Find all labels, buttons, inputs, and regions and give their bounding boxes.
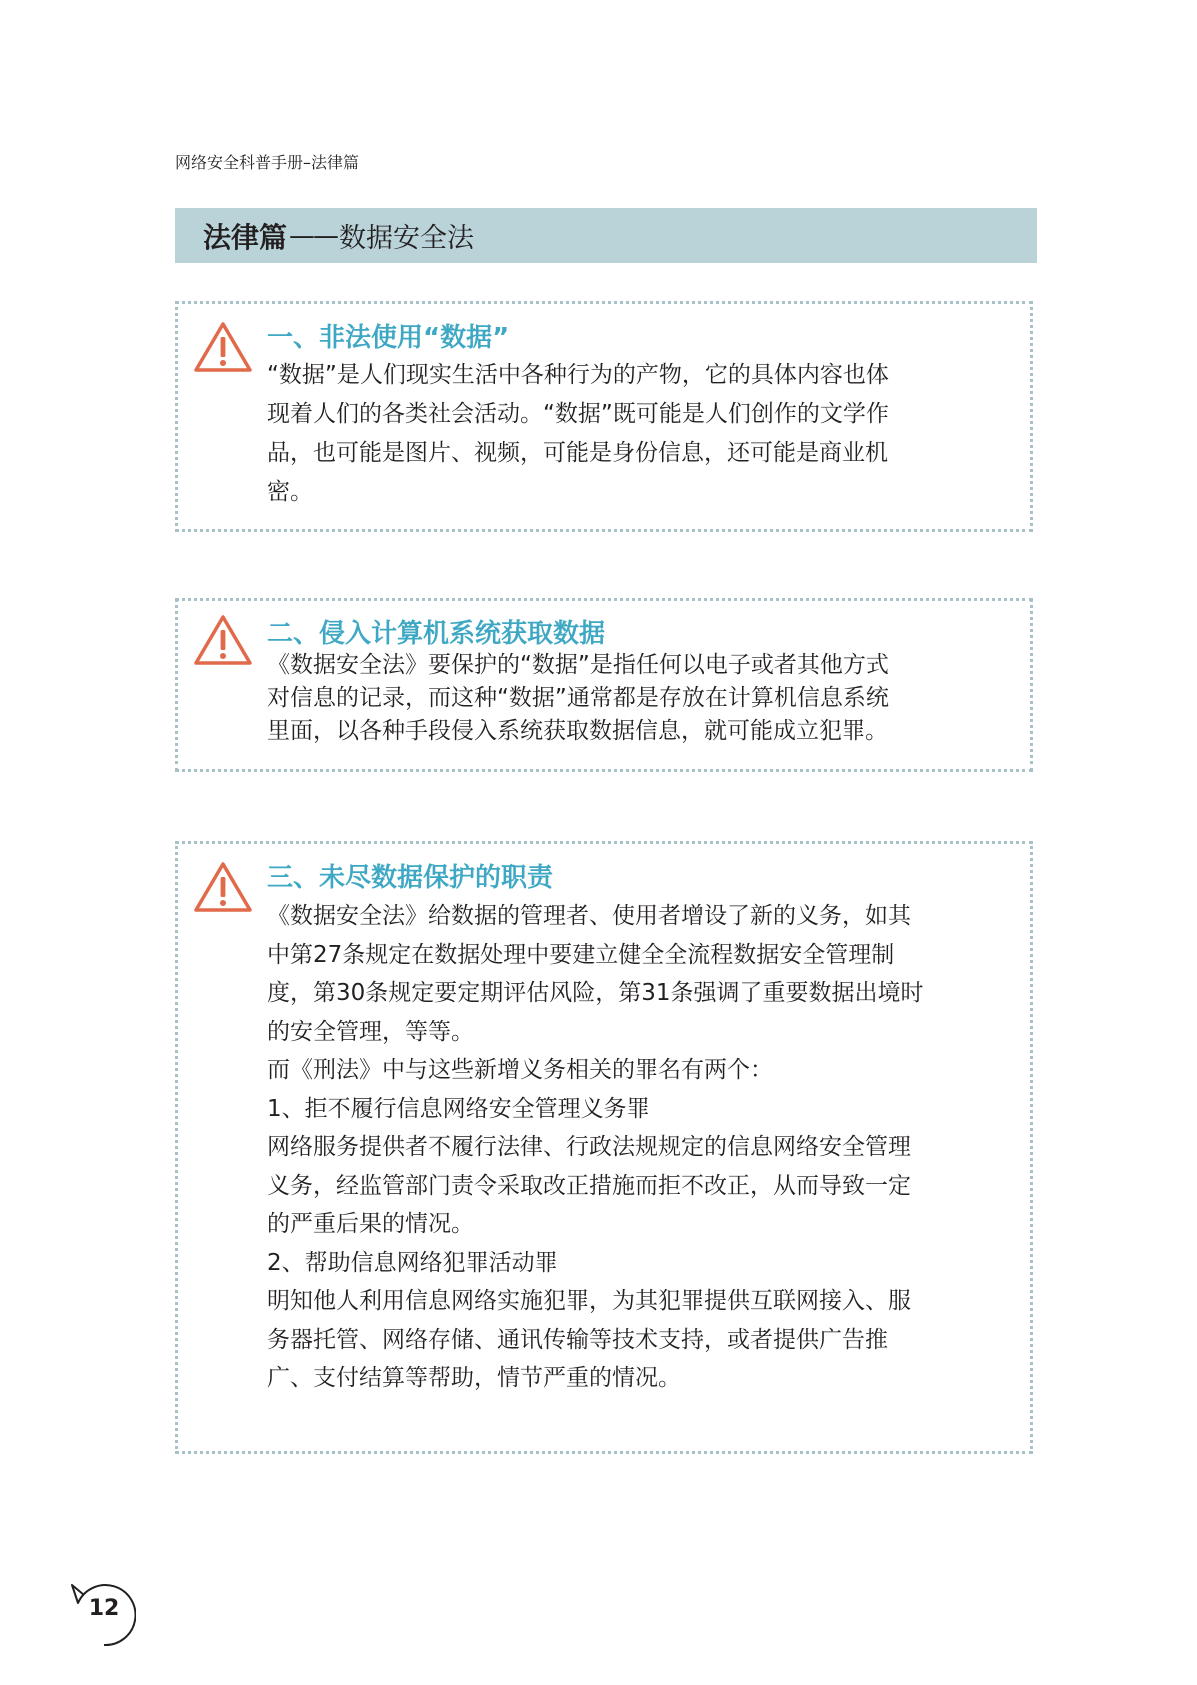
section-3-line: 《数据安全法》给数据的管理者、使用者增设了新的义务，如其 (267, 903, 911, 929)
section-title-bar (175, 208, 1037, 263)
section-box-1 (175, 301, 1033, 532)
warning-triangle-icon (192, 860, 254, 914)
section-box-2 (175, 598, 1033, 772)
title-dash: —— (289, 220, 338, 251)
section-3-body (267, 897, 924, 1398)
section-2-body (267, 649, 889, 748)
section-3-line: 义务，经监管部门责令采取改正措施而拒不改正，从而导致一定 (267, 1172, 911, 1199)
section-1-line: 现着人们的各类社会活动。“数据”既可能是人们创作的文学作 (267, 401, 889, 427)
section-3-line: 的严重后果的情况。 (267, 1211, 474, 1237)
section-2-line: 对信息的记录，而这种“数据”通常都是存放在计算机信息系统 (267, 685, 889, 711)
section-box-3 (175, 841, 1033, 1454)
title-bold: 法律篇 (203, 220, 288, 254)
warning-triangle-icon (192, 613, 254, 667)
section-3-line: 的安全管理，等等。 (267, 1018, 474, 1045)
section-3-line: 2、帮助信息网络犯罪活动罪 (267, 1249, 558, 1276)
section-3-line: 广、支付结算等帮助，情节严重的情况。 (267, 1365, 681, 1391)
running-header: 网络安全科普手册–法律篇 (175, 153, 360, 172)
section-1-heading: 一、非法使用“数据” (267, 323, 510, 353)
section-3-line: 度，第30条规定要定期评估风险，第31条强调了重要数据出境时 (267, 980, 924, 1006)
section-2-line: 《数据安全法》要保护的“数据”是指任何以电子或者其他方式 (267, 652, 889, 678)
section-3-line: 1、拒不履行信息网络安全管理义务罪 (267, 1095, 650, 1122)
section-1-body (267, 356, 889, 512)
warning-triangle-icon (192, 320, 254, 374)
section-3-line: 明知他人利用信息网络实施犯罪，为其犯罪提供互联网接入、服 (267, 1288, 911, 1314)
section-3-line: 务器托管、网络存储、通讯传输等技术支持，或者提供广告推 (267, 1326, 888, 1353)
section-1-line: 品，也可能是图片、视频，可能是身份信息，还可能是商业机 (267, 440, 888, 466)
section-2-line: 里面，以各种手段侵入系统获取数据信息，就可能成立犯罪。 (267, 718, 888, 744)
page-number: 12 (88, 1596, 120, 1621)
section-1-line: “数据”是人们现实生活中各种行为的产物，它的具体内容也体 (267, 362, 889, 388)
section-3-line: 网络服务提供者不履行法律、行政法规规定的信息网络安全管理 (267, 1134, 911, 1160)
section-3-line: 而《刑法》中与这些新增义务相关的罪名有两个： (267, 1057, 773, 1083)
section-3-heading: 三、未尽数据保护的职责 (267, 863, 554, 893)
section-3-line: 中第27条规定在数据处理中要建立健全全流程数据安全管理制 (267, 941, 895, 968)
section-2-heading: 二、侵入计算机系统获取数据 (267, 619, 606, 649)
title-rest: 数据安全法 (339, 223, 475, 254)
section-1-line: 密。 (267, 479, 313, 505)
